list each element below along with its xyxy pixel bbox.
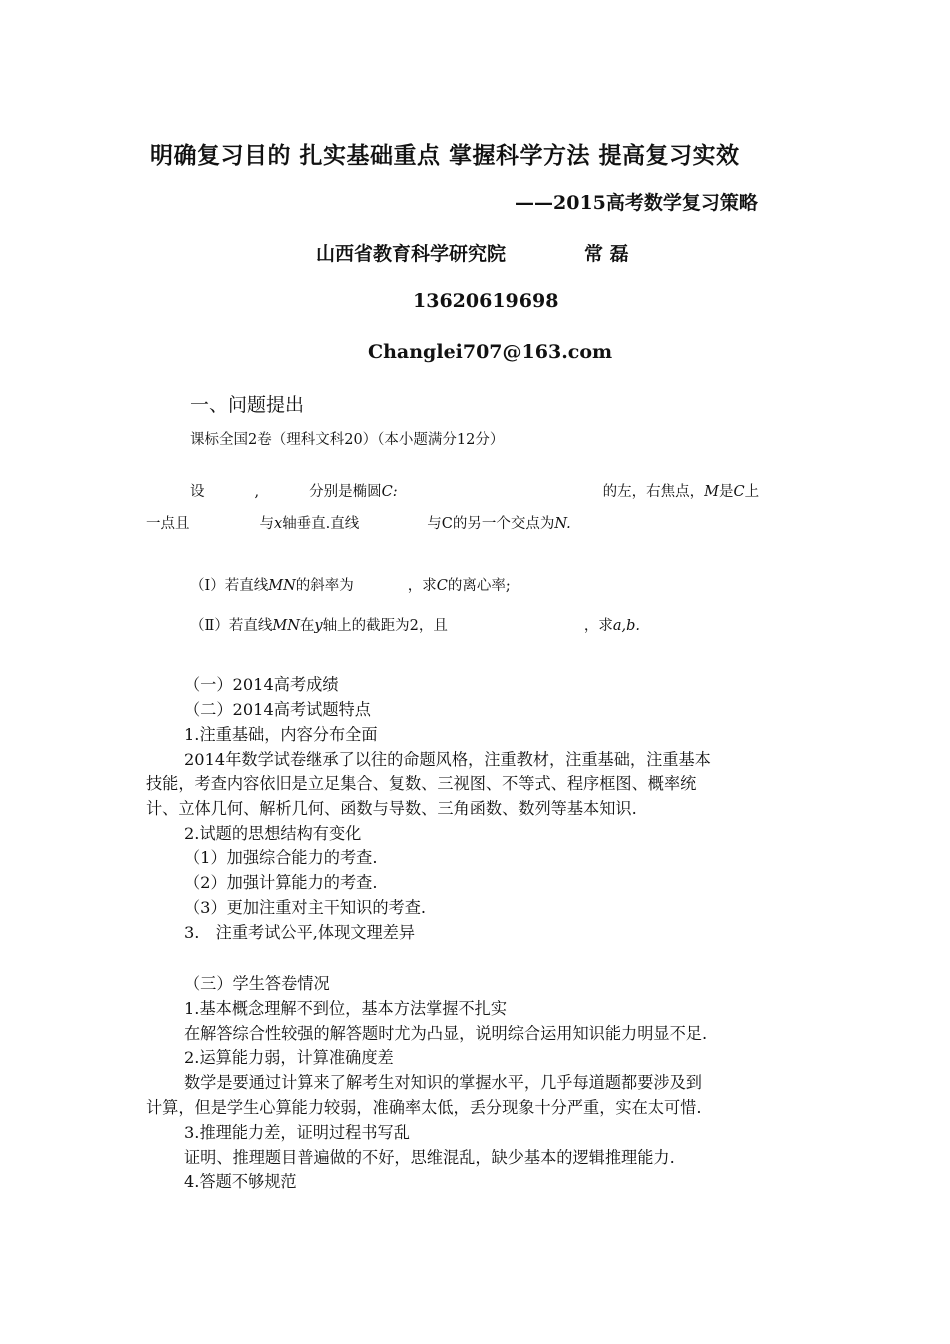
body-line: 2.试题的思想结构有变化 — [184, 824, 362, 843]
problem-text: 与C的另一个交点为 — [427, 516, 555, 532]
page-title: 明确复习目的 扎实基础重点 掌握科学方法 提高复习实效 — [150, 142, 740, 169]
math-symbol: MN — [272, 618, 300, 634]
problem-text: 与 — [259, 516, 274, 532]
math-symbol: C — [733, 484, 745, 500]
body-line: （三）学生答卷情况 — [184, 974, 330, 993]
body-line: 计算，但是学生心算能力较弱，准确率太低，丢分现象十分严重，实在太可惜. — [146, 1098, 702, 1117]
problem-source: 课标全国2卷（理科文科20）（本小题满分12分） — [190, 432, 505, 448]
problem-text: 上 — [744, 484, 760, 500]
problem-text: , — [254, 484, 260, 500]
problem-text: 是 — [718, 484, 734, 500]
math-symbol: a,b. — [612, 618, 640, 634]
author-phone: 13620619698 — [413, 290, 559, 312]
body-line: 计、立体几何、解析几何、函数与导数、三角函数、数列等基本知识. — [146, 799, 637, 818]
problem-text: 在 — [299, 618, 315, 634]
math-symbol: M — [704, 484, 719, 500]
body-line: 4.答题不够规范 — [184, 1172, 297, 1191]
problem-text: 的左，右焦点， — [602, 484, 705, 500]
section-heading: 一、问题提出 — [190, 394, 305, 416]
body-line: 技能，考查内容依旧是立足集合、复数、三视图、不等式、程序框图、概率统 — [146, 774, 697, 793]
body-line: 在解答综合性较强的解答题时尤为凸显，说明综合运用知识能力明显不足. — [184, 1024, 708, 1043]
math-symbol: C — [436, 578, 448, 594]
problem-line-2 — [146, 512, 571, 533]
body-line: 证明、推理题目普遍做的不好，思维混乱，缺少基本的逻辑推理能力. — [184, 1148, 675, 1167]
math-symbol: y — [314, 618, 323, 634]
body-line: （二）2014高考试题特点 — [184, 700, 371, 719]
problem-text: 设 — [190, 484, 205, 500]
problem-text: ，求 — [407, 578, 437, 594]
problem-text: 轴垂直.直线 — [282, 516, 360, 532]
problem-text: 的离心率; — [447, 578, 511, 594]
body-line: （一）2014高考成绩 — [184, 675, 339, 694]
author-name: 常 磊 — [584, 243, 629, 265]
problem-part-2 — [190, 614, 640, 635]
body-line: （3）更加注重对主干知识的考查. — [184, 898, 427, 917]
body-line: 1.注重基础，内容分布全面 — [184, 725, 378, 744]
problem-line-1 — [190, 480, 759, 501]
problem-text: （Ⅱ）若直线 — [190, 618, 273, 634]
problem-part-1 — [190, 574, 511, 595]
body-line: 2.运算能力弱，计算准确度差 — [184, 1048, 394, 1067]
math-symbol: N. — [554, 516, 571, 532]
problem-text: 一点且 — [146, 516, 190, 532]
body-line: 2014年数学试卷继承了以往的命题风格，注重教材，注重基础，注重基本 — [184, 750, 711, 769]
body-line: （2）加强计算能力的考查. — [184, 873, 378, 892]
math-symbol: x — [274, 516, 283, 532]
body-line: 3.推理能力差，证明过程书写乱 — [184, 1123, 410, 1142]
problem-text: （Ⅰ）若直线 — [190, 578, 269, 594]
problem-text: 分别是椭圆 — [309, 484, 382, 500]
page-subtitle: ——2015高考数学复习策略 — [515, 192, 758, 214]
math-symbol: C: — [381, 484, 398, 500]
body-line: 数学是要通过计算来了解考生对知识的掌握水平，几乎每道题都要涉及到 — [184, 1073, 702, 1092]
author-institution: 山西省教育科学研究院 — [316, 243, 507, 265]
math-symbol: MN — [268, 578, 296, 594]
body-line: 1.基本概念理解不到位，基本方法掌握不扎实 — [184, 999, 508, 1018]
problem-text: ，求 — [583, 618, 613, 634]
problem-text: 轴上的截距为2，且 — [322, 618, 448, 634]
body-line: （1）加强综合能力的考查. — [184, 848, 378, 867]
body-line: 3. 注重考试公平,体现文理差异 — [184, 923, 416, 942]
author-email: Changlei707@163.com — [368, 341, 613, 363]
problem-text: 的斜率为 — [295, 578, 354, 594]
